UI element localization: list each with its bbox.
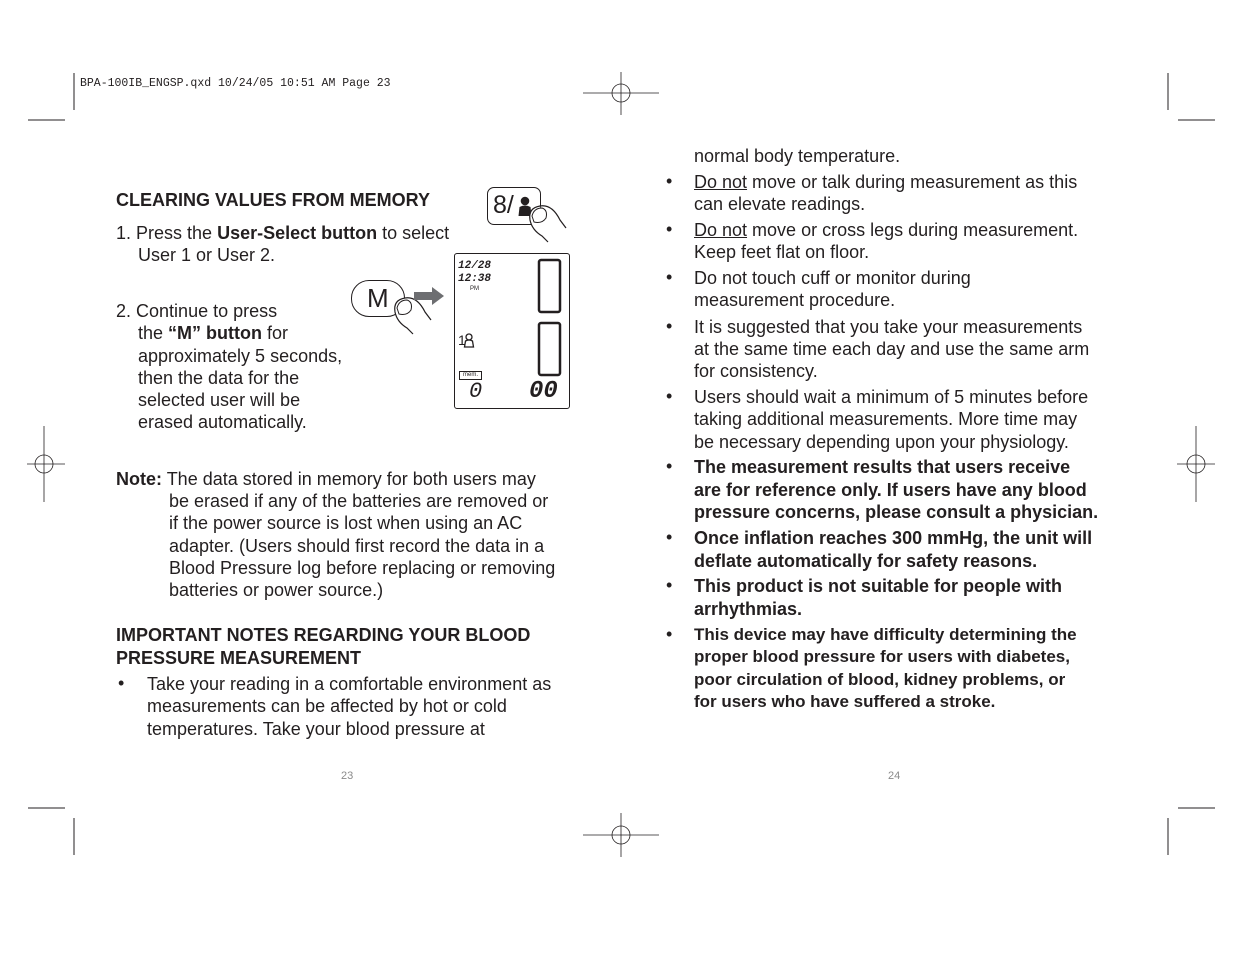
bullet-dot: • xyxy=(666,575,673,595)
bullet-dot: • xyxy=(666,171,673,191)
right-bold-bullet-2-line1: Once inflation reaches 300 mmHg, the unit will xyxy=(694,528,1093,548)
m-button-label: M xyxy=(367,283,389,313)
bullet-dot: • xyxy=(666,267,673,287)
page-number-right: 24 xyxy=(888,770,901,782)
section-heading-important-1: IMPORTANT NOTES REGARDING YOUR BLOOD xyxy=(116,625,531,645)
right-bold-bullet-4-line1: This device may have difficulty determining the xyxy=(694,625,1077,644)
right-bullet-4-line2: at the same time each day and use the same arm xyxy=(694,339,1090,359)
m-button-ref: “M” button xyxy=(168,323,262,343)
note-line2: be erased if any of the batteries are removed or xyxy=(169,491,549,511)
lcd-mem-label: mem. xyxy=(459,371,482,380)
right-bold-bullet-3-line2: arrhythmias. xyxy=(694,599,803,619)
right-bullet-2-text: move or cross legs during measurement. xyxy=(747,220,1079,240)
lcd-time: 12:38 xyxy=(458,273,492,285)
page-number-left: 23 xyxy=(341,770,354,782)
note-line5: Blood Pressure log before replacing or removing xyxy=(169,558,556,578)
section-heading-clearing: CLEARING VALUES FROM MEMORY xyxy=(116,190,430,210)
right-bullet-1-text: move or talk during measurement as this xyxy=(747,172,1078,192)
lcd-user-icon xyxy=(464,333,474,347)
right-bold-bullet-2-line2: deflate automatically for safety reasons. xyxy=(694,551,1038,571)
left-bullet-line1: Take your reading in a comfortable environment as xyxy=(147,674,552,694)
step-1-line2: User 1 or User 2. xyxy=(138,245,276,265)
step-1-text-pre: Press the xyxy=(136,223,218,243)
arrow-right-icon xyxy=(414,287,446,305)
lcd-pulse-value: 00 xyxy=(529,378,558,405)
step-2-line3: approximately 5 seconds, xyxy=(138,346,343,366)
lcd-display xyxy=(454,253,570,409)
right-bullet-2-line2: Keep feet flat on floor. xyxy=(694,242,870,262)
step-1-number: 1. xyxy=(116,223,132,243)
file-slug: BPA-100IB_ENGSP.qxd 10/24/05 10:51 AM Page 23 xyxy=(80,77,391,90)
finger-press-icon xyxy=(520,198,580,258)
user-select-button-ref: User-Select button xyxy=(217,223,378,243)
step-2-line6: erased automatically. xyxy=(138,412,307,432)
bullet-dot: • xyxy=(666,316,673,336)
bullet-dot: • xyxy=(666,527,673,547)
lcd-seven-segment-digits xyxy=(535,257,565,377)
right-bullet-2-line1 xyxy=(694,219,1078,242)
right-bullet-1-line2: can elevate readings. xyxy=(694,194,866,214)
right-bullet-3-line1: Do not touch cuff or monitor during xyxy=(694,268,971,288)
right-bold-bullet-1-line2: are for reference only. If users have any blood xyxy=(694,480,1087,500)
right-bold-bullet-4-line4: for users who have suffered a stroke. xyxy=(694,692,996,711)
step-2 xyxy=(116,300,277,323)
right-bullet-5-line2: taking additional measurements. More time may xyxy=(694,409,1078,429)
note-line1 xyxy=(116,468,536,491)
step-1-text-post: to select xyxy=(377,223,450,243)
right-bullet-4-line1: It is suggested that you take your measurements xyxy=(694,317,1083,337)
lcd-date: 12/28 xyxy=(458,260,492,272)
right-bold-bullet-4-line2: proper blood pressure for users with diabetes, xyxy=(694,647,1070,666)
step-2-line5: selected user will be xyxy=(138,390,301,410)
note-line4: adapter. (Users should first record the data in a xyxy=(169,536,545,556)
step-2-pre: the xyxy=(138,323,169,343)
right-bold-bullet-3-line1: This product is not suitable for people with xyxy=(694,576,1063,596)
step-1 xyxy=(116,222,449,245)
left-bullet-line3: temperatures. Take your blood pressure at xyxy=(147,719,485,739)
left-bullet-line2: measurements can be affected by hot or cold xyxy=(147,696,507,716)
note-label: Note: xyxy=(116,469,162,489)
lcd-mem-index: 0 xyxy=(469,379,483,404)
step-2-line4: then the data for the xyxy=(138,368,300,388)
right-bullet-5-line3: be necessary depending upon your physiology. xyxy=(694,432,1069,452)
continued-line: normal body temperature. xyxy=(694,146,901,166)
bullet-dot: • xyxy=(666,624,673,644)
bullet-dot: • xyxy=(118,673,125,693)
right-bold-bullet-1-line3: pressure concerns, please consult a physician. xyxy=(694,502,1099,522)
right-bullet-3-line2: measurement procedure. xyxy=(694,290,896,310)
lcd-ampm: PM xyxy=(470,286,479,292)
right-bold-bullet-1-line1: The measurement results that users receive xyxy=(694,457,1071,477)
note-line3: if the power source is lost when using an AC xyxy=(169,513,523,533)
bullet-dot: • xyxy=(666,386,673,406)
right-bullet-1-line1 xyxy=(694,171,1077,194)
right-bullet-4-line3: for consistency. xyxy=(694,361,818,381)
right-bullet-5-line1: Users should wait a minimum of 5 minutes before xyxy=(694,387,1089,407)
bullet-dot: • xyxy=(666,219,673,239)
step-2-number: 2. xyxy=(116,301,132,321)
lcd-user-number: 1 xyxy=(458,332,466,348)
note-line6: batteries or power source.) xyxy=(169,580,384,600)
step-2-line1: Continue to press xyxy=(136,301,278,321)
right-bold-bullet-4-line3: poor circulation of blood, kidney problems, or xyxy=(694,670,1066,689)
do-not-underline: Do not xyxy=(694,172,748,192)
note-text-1: The data stored in memory for both users may xyxy=(166,469,536,489)
section-heading-important-2: PRESSURE MEASUREMENT xyxy=(116,648,362,668)
bullet-dot: • xyxy=(666,456,673,476)
step-2-post: for xyxy=(262,323,289,343)
step-2-line2 xyxy=(138,322,288,345)
user-select-label: 8/ xyxy=(493,191,514,219)
do-not-underline: Do not xyxy=(694,220,748,240)
